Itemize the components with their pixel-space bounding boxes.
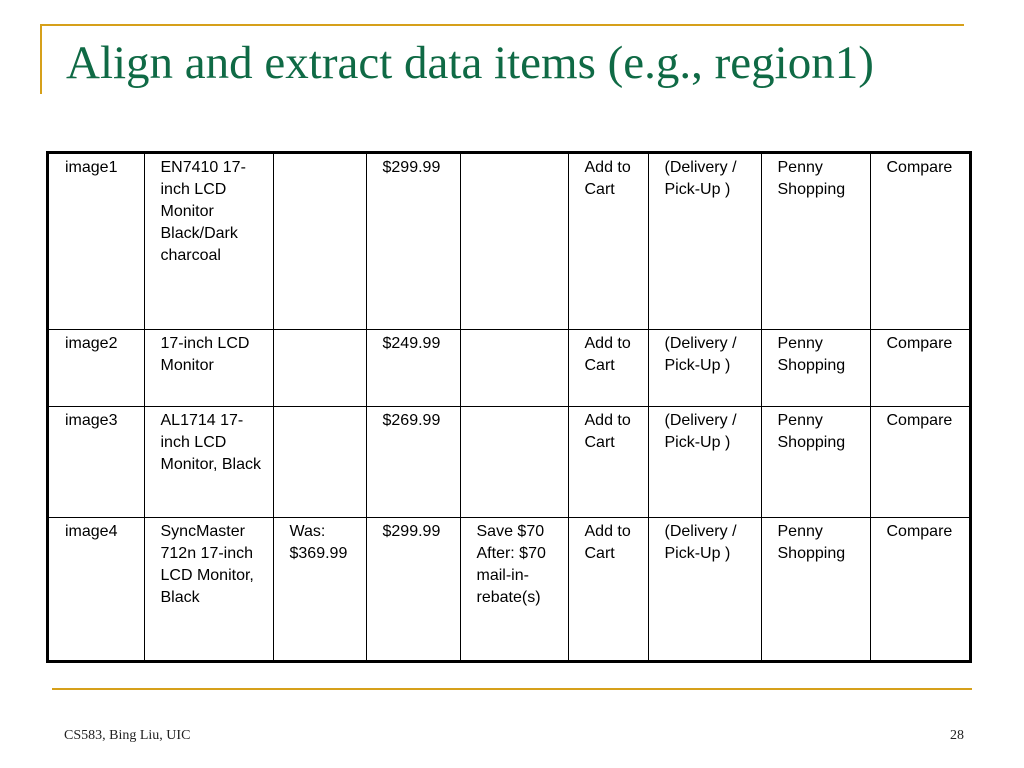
compare-cell: Compare — [870, 407, 969, 517]
bottom-rule — [52, 688, 972, 690]
rebate-cell — [460, 407, 568, 517]
table-row — [49, 517, 969, 660]
price-cell: $269.99 — [366, 407, 460, 517]
price-cell: $299.99 — [366, 517, 460, 660]
compare-cell: Compare — [870, 154, 969, 330]
left-rule — [40, 24, 42, 94]
price-cell: $249.99 — [366, 330, 460, 407]
delivery-cell: (Delivery / Pick-Up ) — [648, 154, 761, 330]
table-frame — [46, 151, 972, 663]
delivery-cell: (Delivery / Pick-Up ) — [648, 330, 761, 407]
old-price-cell — [273, 407, 366, 517]
add-to-cart-cell: Add to Cart — [568, 407, 648, 517]
table-body — [49, 154, 969, 660]
delivery-cell: (Delivery / Pick-Up ) — [648, 517, 761, 660]
rebate-cell: Save $70 After: $70 mail-in-rebate(s) — [460, 517, 568, 660]
store-cell: Penny Shopping — [761, 330, 870, 407]
add-to-cart-cell: Add to Cart — [568, 330, 648, 407]
image-cell: image4 — [49, 517, 144, 660]
table-row — [49, 407, 969, 517]
table-row — [49, 154, 969, 330]
product-name-cell: EN7410 17-inch LCD Monitor Black/Dark charcoal — [144, 154, 273, 330]
delivery-cell: (Delivery / Pick-Up ) — [648, 407, 761, 517]
product-name-cell: AL1714 17-inch LCD Monitor, Black — [144, 407, 273, 517]
data-table — [49, 154, 969, 660]
image-cell: image1 — [49, 154, 144, 330]
product-name-cell: SyncMaster 712n 17-inch LCD Monitor, Black — [144, 517, 273, 660]
add-to-cart-cell: Add to Cart — [568, 517, 648, 660]
rebate-cell — [460, 330, 568, 407]
store-cell: Penny Shopping — [761, 517, 870, 660]
compare-cell: Compare — [870, 330, 969, 407]
image-cell: image2 — [49, 330, 144, 407]
add-to-cart-cell: Add to Cart — [568, 154, 648, 330]
store-cell: Penny Shopping — [761, 154, 870, 330]
image-cell: image3 — [49, 407, 144, 517]
footer-credit: CS583, Bing Liu, UIC — [64, 728, 191, 743]
compare-cell: Compare — [870, 517, 969, 660]
old-price-cell — [273, 154, 366, 330]
page-number: 28 — [950, 728, 964, 743]
old-price-cell: Was: $369.99 — [273, 517, 366, 660]
product-name-cell: 17-inch LCD Monitor — [144, 330, 273, 407]
store-cell: Penny Shopping — [761, 407, 870, 517]
price-cell: $299.99 — [366, 154, 460, 330]
slide-title: Align and extract data items (e.g., region1) — [66, 37, 874, 89]
table-row — [49, 330, 969, 407]
rebate-cell — [460, 154, 568, 330]
old-price-cell — [273, 330, 366, 407]
top-rule — [40, 24, 964, 26]
